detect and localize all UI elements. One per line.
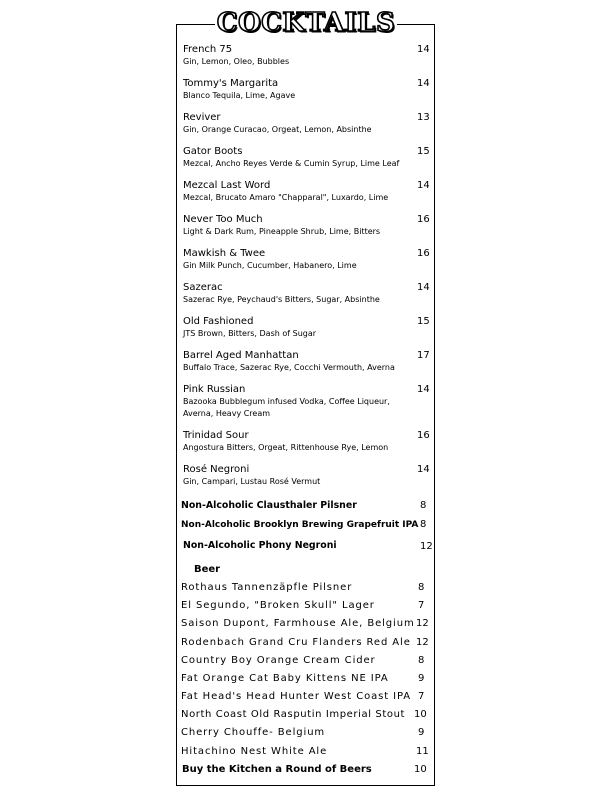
item-price: 15 bbox=[417, 316, 430, 327]
beer-name: Cherry Chouffe- Belgium bbox=[181, 727, 326, 738]
item-description: Gin Milk Punch, Cucumber, Habanero, Lime bbox=[183, 261, 357, 270]
item-name: Rosé Negroni bbox=[183, 464, 250, 475]
item-name: Never Too Much bbox=[183, 214, 263, 225]
beer-name: Hitachino Nest White Ale bbox=[181, 746, 328, 757]
item-description: Mezcal, Ancho Reyes Verde & Cumin Syrup, Lime Leaf bbox=[183, 159, 400, 168]
beer-price: 10 bbox=[414, 764, 427, 775]
beer-name: El Segundo, "Broken Skull" Lager bbox=[181, 600, 375, 611]
item-description: Light & Dark Rum, Pineapple Shrub, Lime, Bitters bbox=[183, 227, 381, 236]
menu-item bbox=[183, 429, 433, 454]
item-description: Blanco Tequila, Lime, Agave bbox=[183, 91, 296, 100]
beer-price: 10 bbox=[414, 709, 427, 720]
item-name: French 75 bbox=[183, 44, 233, 55]
item-description: Gin, Orange Curacao, Orgeat, Lemon, Absinthe bbox=[183, 125, 372, 134]
item-price: 14 bbox=[417, 384, 430, 395]
item-description: Gin, Campari, Lustau Rosé Vermut bbox=[183, 477, 321, 486]
menu-item bbox=[183, 43, 433, 68]
beer-price: 7 bbox=[418, 600, 425, 611]
menu-item bbox=[183, 179, 433, 204]
menu-item bbox=[183, 281, 433, 306]
na-item-price: 8 bbox=[420, 500, 427, 511]
menu-item bbox=[183, 247, 433, 272]
item-price: 14 bbox=[417, 282, 430, 293]
beer-heading: Beer bbox=[194, 564, 221, 575]
na-item-price: 12 bbox=[420, 541, 433, 552]
item-price: 16 bbox=[417, 214, 430, 225]
beer-price: 12 bbox=[416, 637, 429, 648]
item-price: 13 bbox=[417, 112, 430, 123]
beer-name: Rothaus Tannenzäpfle Pilsner bbox=[181, 582, 353, 593]
item-name: Barrel Aged Manhattan bbox=[183, 350, 299, 361]
beer-price: 8 bbox=[418, 655, 425, 666]
item-price: 16 bbox=[417, 248, 430, 259]
item-description: Gin, Lemon, Oleo, Bubbles bbox=[183, 57, 290, 66]
beer-price: 8 bbox=[418, 582, 425, 593]
item-price: 15 bbox=[417, 146, 430, 157]
beer-price: 11 bbox=[416, 746, 429, 757]
menu-item bbox=[183, 77, 433, 102]
item-description: Bazooka Bubblegum infused Vodka, Coffee Liqueur, Averna, Heavy Cream bbox=[183, 397, 390, 418]
item-description: Buffalo Trace, Sazerac Rye, Cocchi Vermouth, Averna bbox=[183, 363, 395, 372]
beer-name: Fat Orange Cat Baby Kittens NE IPA bbox=[181, 673, 389, 684]
menu-item bbox=[183, 111, 433, 136]
beer-name: Saison Dupont, Farmhouse Ale, Belgium bbox=[181, 618, 415, 629]
item-name: Pink Russian bbox=[183, 384, 246, 395]
na-item-name: Non-Alcoholic Phony Negroni bbox=[183, 540, 337, 551]
na-item-name: Non-Alcoholic Clausthaler Pilsner bbox=[181, 500, 357, 511]
item-description: Mezcal, Brucato Amaro "Chapparal", Luxardo, Lime bbox=[183, 193, 389, 202]
beer-price: 9 bbox=[418, 673, 425, 684]
item-price: 14 bbox=[417, 44, 430, 55]
item-price: 14 bbox=[417, 180, 430, 191]
menu-item bbox=[183, 315, 433, 340]
item-price: 16 bbox=[417, 430, 430, 441]
menu-item bbox=[183, 145, 433, 170]
item-price: 17 bbox=[417, 350, 430, 361]
beer-name: North Coast Old Rasputin Imperial Stout bbox=[181, 709, 406, 720]
menu-item bbox=[183, 383, 430, 420]
item-description: Sazerac Rye, Peychaud's Bitters, Sugar, Absinthe bbox=[183, 295, 380, 304]
menu-title: COCKTAILS bbox=[216, 8, 396, 38]
item-description: Angostura Bitters, Orgeat, Rittenhouse Rye, Lemon bbox=[183, 443, 389, 452]
beer-name: Rodenbach Grand Cru Flanders Red Ale bbox=[181, 637, 411, 648]
beer-name: Fat Head's Head Hunter West Coast IPA bbox=[181, 691, 412, 702]
menu-item bbox=[183, 463, 433, 488]
item-name: Tommy's Margarita bbox=[183, 78, 279, 89]
beer-name: Country Boy Orange Cream Cider bbox=[181, 655, 376, 666]
item-name: Mawkish & Twee bbox=[183, 248, 266, 259]
item-name: Sazerac bbox=[183, 282, 223, 293]
item-name: Mezcal Last Word bbox=[183, 180, 271, 191]
item-price: 14 bbox=[417, 464, 430, 475]
beer-price: 12 bbox=[416, 618, 429, 629]
beer-price: 9 bbox=[418, 727, 425, 738]
item-name: Old Fashioned bbox=[183, 316, 254, 327]
item-name: Gator Boots bbox=[183, 146, 243, 157]
na-item-name: Non-Alcoholic Brooklyn Brewing Grapefruit IPA bbox=[181, 520, 419, 530]
beer-name: Buy the Kitchen a Round of Beers bbox=[182, 764, 372, 775]
na-item-price: 8 bbox=[420, 519, 427, 530]
item-description: JTS Brown, Bitters, Dash of Sugar bbox=[183, 329, 317, 338]
menu-item bbox=[183, 213, 433, 238]
item-name: Reviver bbox=[183, 112, 221, 123]
menu-item bbox=[183, 349, 433, 374]
item-name: Trinidad Sour bbox=[183, 430, 249, 441]
beer-price: 7 bbox=[418, 691, 425, 702]
item-price: 14 bbox=[417, 78, 430, 89]
